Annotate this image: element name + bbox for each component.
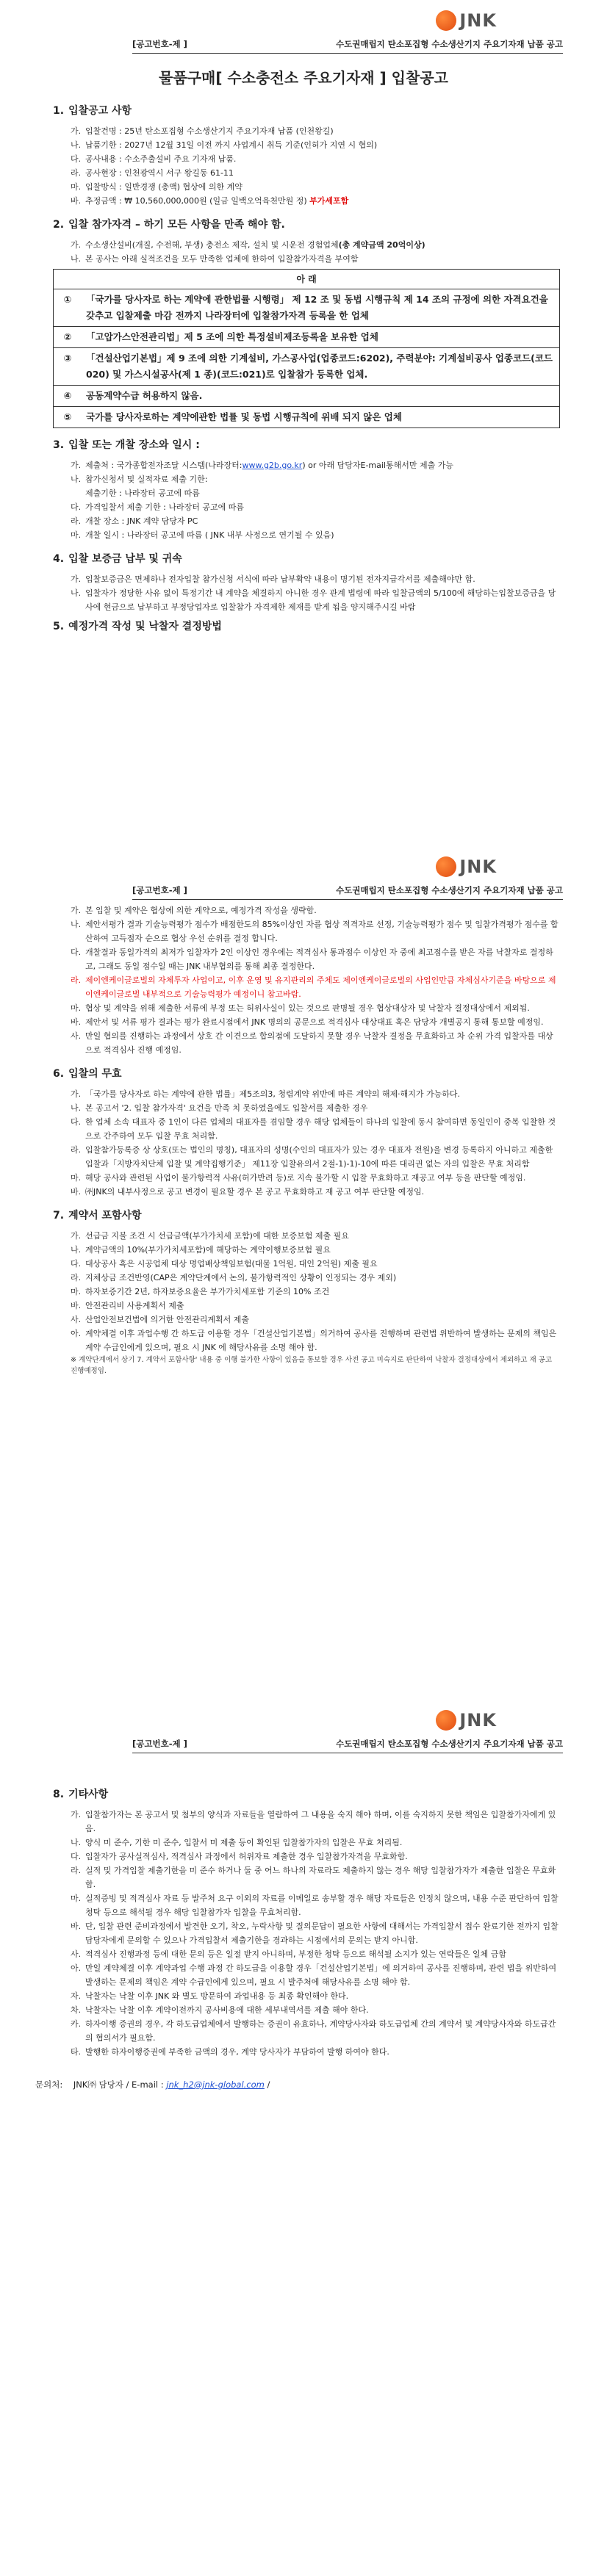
list-text: 만일 계약체결 이후 계약과업 수행 과정 간 하도급을 이용할 경우「건설산업기본법」에 의거하여 공사를 진행하며, 관련 법을 위반하여 발생하는 문제의 책임은 계약 수급인에게 있으며, 필요 시 발주처에 해당사유를 소명 해야 함. bbox=[85, 1963, 557, 1987]
list-text: 본 입찰 및 계약은 협상에 의한 계약으로, 예정가격 작성을 생략함. bbox=[85, 906, 317, 915]
list-item bbox=[53, 152, 560, 166]
content-p2 bbox=[53, 903, 560, 1377]
row-text: 공동계약수급 허용하지 않음. bbox=[82, 386, 560, 407]
section-8-title: 8. 기타사항 bbox=[53, 1789, 109, 1800]
list-item: 가. 제출처 : 국가종합전자조달 시스템(나라장터:www.g2b.go.kr) or 아래 담당자E-mail통해서만 제출 가능 bbox=[71, 461, 453, 470]
list-item: 나. 본 공사는 아래 실적조건을 모두 만족한 업체에 한하여 입찰참가자격을 부여함 bbox=[71, 254, 359, 264]
section-6-list bbox=[53, 1087, 560, 1199]
list-item bbox=[53, 124, 560, 138]
section-8-list bbox=[53, 1808, 560, 2059]
qualification-table bbox=[53, 269, 560, 428]
list-text: 적격심사 진행과정 등에 대한 문의 등은 일절 받지 아니하며, 부정한 청탁 등으로 해석될 소지가 있는 연락들은 일체 금함 bbox=[85, 1949, 506, 1959]
list-marker: 다. bbox=[71, 1852, 82, 1861]
list-text: 단, 입찰 관련 준비과정에서 발견한 오기, 착오, 누락사항 및 질의문답이 필요한 사항에 대해서는 가격입찰서 접수 완료기한 전까지 입찰 담당자에게 문의할 수 있으나 가격입찰서 제출기한을 경과하는 시점에서의 문의는 받지 아니함. bbox=[85, 1922, 558, 1945]
list-marker: 다. bbox=[71, 154, 82, 164]
list-item: 라. 제이엔케이글로벌의 자체투자 사업이고, 이후 운영 및 유지관리의 주체도 제이엔케이글로벌의 사업인만큼 자체심사기준을 바탕으로 제이엔케이글로벌 내부적으로 기술능력평가 예정이니 참고바람. bbox=[53, 973, 560, 1001]
list-marker: 나. bbox=[71, 1245, 82, 1255]
list-item bbox=[53, 1087, 560, 1101]
list-text: 개찰결과 동일가격의 최저가 입찰자가 2인 이상인 경우에는 적격심사 통과점수 이상인 자 중에 최고점수를 받은 자를 낙찰자로 결정하고, 그래도 동일 점수일 때는 JNK 내부협의를 통해 최종 결정한다. bbox=[85, 948, 553, 971]
list-marker: 가. bbox=[71, 1231, 82, 1241]
row-text: 「국가를 당사자로 하는 계약에 관한법률 시행령」 제 12 조 및 동법 시행규칙 제 14 조의 규정에 의한 자격요건을 갖추고 입찰제출 마감 전까지 나라장터에 입찰참가자격 등록을 한 업체 bbox=[82, 289, 560, 327]
list-marker: 마. bbox=[71, 1287, 82, 1296]
list-marker: 타. bbox=[71, 2047, 82, 2057]
list-text: 개찰 일시 : 나라장터 공고에 따름 ( JNK 내부 사정으로 연기될 수 있음) bbox=[85, 530, 334, 540]
list-text: 계약금액의 10%(부가가치세포함)에 해당하는 계약이행보증보험 필요 bbox=[85, 1245, 331, 1255]
list-marker: 마. bbox=[71, 1003, 82, 1013]
list-marker: 다. bbox=[71, 1259, 82, 1269]
list-marker: 차. bbox=[71, 2005, 82, 2015]
notice-number: [공고번호-제 ] bbox=[132, 885, 187, 895]
list-marker: 나. bbox=[71, 140, 82, 150]
list-text: 입찰보증금은 면제하나 전자입찰 참가신청 서식에 따라 납부확약 내용이 명기된 전자지급각서를 제출해야만 함. bbox=[85, 574, 475, 584]
list-marker: 나. bbox=[71, 588, 82, 598]
list-text: 선급금 지불 조건 시 선급금액(부가가치세 포함)에 대한 보증보험 제출 필요 bbox=[85, 1231, 349, 1241]
list-text: 입찰자가 정당한 사유 없이 특정기간 내 계약을 체결하지 아니한 경우 관계 법령에 따라 입찰금액의 5/100에 해당하는입찰보증금을 당사에 현금으로 납부하고 부정당업자로 입찰참가 자격제한 제재를 받게 됨을 양지해주시길 바람 bbox=[85, 588, 556, 612]
list-text: 본 공고서 '2. 입찰 참가자격' 요건을 만족 치 못하였을에도 입찰서를 제출한 경우 bbox=[85, 1103, 368, 1113]
list-text: 하자보증기간 2년, 하자보증요율은 부가가치세포함 기준의 10% 조건 bbox=[85, 1287, 330, 1296]
list-text: 입찰자가 공사실적심사, 적격심사 과정에서 허위자료 제출한 경우 입찰참가자격을 무효화함. bbox=[85, 1852, 408, 1861]
list-text: 발행한 하자이행증권에 부족한 금액의 경우, 계약 당사자가 부담하여 발행 하여야 한다. bbox=[85, 2047, 389, 2057]
contact-label: 문의처: bbox=[35, 2079, 63, 2090]
list-item bbox=[53, 1299, 560, 1313]
list-text: 양식 미 준수, 기한 미 준수, 입찰서 미 제출 등이 확인된 입찰참가자의 입찰은 무효 처리됨. bbox=[85, 1838, 403, 1847]
list-marker: 나. bbox=[71, 1838, 82, 1847]
list-marker: 가. bbox=[71, 1089, 82, 1099]
g2b-link[interactable]: www.g2b.go.kr bbox=[242, 461, 303, 470]
list-item bbox=[53, 1029, 560, 1057]
table-row bbox=[54, 348, 560, 386]
list-marker: 바. bbox=[71, 1017, 82, 1027]
list-item bbox=[53, 1185, 560, 1199]
header-org: 수도권매립지 탄소포집형 수소생산기지 주요기자재 납품 공고 bbox=[336, 39, 563, 49]
table-row bbox=[54, 289, 560, 327]
jnk-logo: JNK bbox=[436, 856, 497, 877]
row-number: ③ bbox=[54, 348, 82, 386]
list-text: 제안서 및 서류 평가 결과는 평가 완료시점에서 JNK 명의의 공문으로 적격심사 대상대표 혹은 담당자 개별공지 통해 통보할 예정임. bbox=[85, 1017, 544, 1027]
list-item bbox=[53, 1891, 560, 1919]
list-item bbox=[53, 1243, 560, 1257]
self-investment-note: 제이엔케이글로벌의 자체투자 사업이고, 이후 운영 및 유지관리의 주체도 제이엔케이글로벌의 사업인만큼 자체심사기준을 바탕으로 제이엔케이글로벌 내부적으로 기술능력평가 예정이니 참고바람. bbox=[85, 975, 556, 999]
list-item bbox=[53, 1989, 560, 2003]
list-item bbox=[53, 1285, 560, 1299]
contact-person: JNK㈜ 담당자 / E-mail : bbox=[73, 2079, 164, 2090]
list-marker: 나. bbox=[71, 920, 82, 929]
section-5-list-2 bbox=[53, 1001, 560, 1057]
list-marker: 마. bbox=[71, 182, 82, 192]
list-text: 한 업체 소속 대표자 중 1인이 다른 업체의 대표자를 겸임할 경우 해당 업체들이 하나의 입찰에 동시 참여하면 동일인이 중복 입찰한 것으로 간주하여 모두 입찰 무효 처리함. bbox=[85, 1117, 556, 1141]
page-2 bbox=[0, 852, 607, 1704]
page-header bbox=[132, 884, 563, 900]
list-text: 실적 및 가격입찰 제출기한을 미 준수 하거나 둘 중 어느 하나의 자료라도 제출하지 않는 경우 해당 입찰참가자가 제출한 입찰은 무효화 함. bbox=[85, 1866, 556, 1889]
row-text: 「건설산업기본법」제 9 조에 의한 기계설비, 가스공사업(업종코드:6202), 주력분야: 기계설비공사 업종코드(코드 020) 및 가스시설공사(제 1 종)(코드:021)로 입찰참가 등록한 업체. bbox=[82, 348, 560, 386]
list-item bbox=[53, 1947, 560, 1961]
list-item bbox=[53, 180, 560, 194]
list-text: 공사내용 : 수소주출설비 주요 기자재 납품. bbox=[85, 154, 237, 164]
list-marker: 자. bbox=[71, 1991, 82, 2001]
section-1-title: 1. 입찰공고 사항 bbox=[53, 105, 132, 117]
contact-email-link[interactable]: jnk_h2@jnk-global.com bbox=[166, 2079, 265, 2090]
table-row bbox=[54, 327, 560, 348]
content-p3 bbox=[53, 1778, 560, 2059]
list-item bbox=[53, 1271, 560, 1285]
section-7-list bbox=[53, 1229, 560, 1354]
row-text: 국가를 당사자로하는 계약에관한 법률 및 동법 시행규칙에 위배 되지 않은 업체 bbox=[82, 407, 560, 428]
list-text: 만일 협의를 진행하는 과정에서 상호 간 이견으로 합의점에 도달하지 못할 경우 낙찰자 결정을 무효화하고 차 순위 가격 입찰자를 대상으로 적격심사 진행 예정임. bbox=[85, 1031, 553, 1055]
list-marker: 다. bbox=[71, 502, 82, 512]
list-marker: 바. bbox=[71, 1922, 82, 1931]
list-marker: 라. bbox=[71, 1273, 82, 1282]
list-marker: 마. bbox=[71, 1894, 82, 1903]
section-4-title: 4. 입찰 보증금 납부 및 귀속 bbox=[53, 553, 182, 565]
section-3-list bbox=[53, 472, 560, 542]
page-header bbox=[132, 1738, 563, 1753]
list-text: 실적증빙 및 적격심사 자료 등 발주처 요구 이외의 자료를 이메일로 송부할 경우 해당 자료들은 인정치 않으며, 내용 수준 판단하여 입찰 청탁 등으로 해석될 경우 해당 입찰참가자 입찰을 무효처리함. bbox=[85, 1894, 558, 1917]
list-marker: 가. bbox=[71, 1810, 82, 1819]
list-text: 입찰방식 : 일반경쟁 (총액) 협상에 의한 계약 bbox=[85, 182, 243, 192]
list-item bbox=[53, 1850, 560, 1864]
jnk-logo: JNK bbox=[436, 10, 497, 31]
list-marker: 마. bbox=[71, 1173, 82, 1183]
list-marker: 라. bbox=[71, 1866, 82, 1875]
list-item bbox=[53, 2017, 560, 2045]
list-item: 가. 수소생산설비(개질, 수전해, 부생) 충전소 제작, 설치 및 시운전 경험업체(총 계약금액 20억이상) bbox=[71, 240, 425, 250]
list-text: 해당 공사와 관련된 사업이 불가항력적 사유(허가반려 등)로 지속 불가할 시 입찰 무효화하고 재공고 여부 등을 판단할 예정임. bbox=[85, 1173, 526, 1183]
list-text: 계약체결 이후 과업수행 간 하도급 이용할 경우「건설산업기본법」의거하여 공사를 진행하며 관련법 위반하여 발생하는 문제의 책임은 계약 수급인에게 있으며, 필요 시 JNK 에 해당사유를 소명 해야 함. bbox=[85, 1329, 557, 1352]
list-marker: 카. bbox=[71, 2019, 82, 2029]
section-3-title: 3. 입찰 또는 개찰 장소와 일시 : bbox=[53, 439, 200, 451]
jnk-logo: JNK bbox=[436, 1710, 497, 1731]
list-marker: 가. bbox=[71, 126, 82, 136]
list-text: 대상공사 혹은 시공업체 대상 명업배상책임보험(대물 1억원, 대인 2억원) 제출 필요 bbox=[85, 1259, 378, 1269]
list-text: 안전관리비 사용계획서 제출 bbox=[85, 1301, 184, 1310]
row-text: 「고압가스안전관리법」제 5 조에 의한 특정설비제조등록을 보유한 업체 bbox=[82, 327, 560, 348]
list-text: 산업안전보건법에 의거한 안전관리계획서 제출 bbox=[85, 1315, 250, 1324]
list-marker: 나. bbox=[71, 1103, 82, 1113]
list-text: 낙찰자는 낙찰 이후 계약이전까지 공사비용에 대한 세부내역서를 제출 해야 한다. bbox=[85, 2005, 369, 2015]
page-title: 물품구매[ 수소충전소 주요기자재 ] 입찰공고 bbox=[159, 69, 448, 87]
content-p1 bbox=[53, 94, 560, 640]
list-item bbox=[53, 917, 560, 945]
list-marker: 가. bbox=[71, 574, 82, 584]
table-header: 아 래 bbox=[54, 270, 560, 289]
list-item bbox=[53, 528, 560, 542]
list-item bbox=[53, 500, 560, 514]
list-text: 개찰 장소 : JNK 계약 담당자 PC bbox=[85, 516, 198, 526]
list-text: 입찰건명 : 25년 탄소포집형 수소생산기지 주요기자재 납품 (인천왕길) bbox=[85, 126, 334, 136]
list-item bbox=[53, 166, 560, 180]
list-item bbox=[53, 1171, 560, 1185]
table-row bbox=[54, 407, 560, 428]
jnk-logo-icon bbox=[436, 10, 456, 31]
list-item bbox=[53, 472, 560, 486]
page-header bbox=[132, 38, 563, 54]
list-marker: 사. bbox=[71, 1949, 82, 1959]
list-text: 하자이행 증권의 경우, 각 하도급업체에서 발행하는 증권이 유효하나, 계약당사자와 하도급업체 간의 계약서 및 계약당사자와 하도급간의 협의서가 필요함. bbox=[85, 2019, 556, 2043]
list-marker: 아. bbox=[71, 1329, 82, 1338]
jnk-logo-icon bbox=[436, 1710, 456, 1731]
list-item bbox=[53, 486, 560, 500]
contact-footer: 문의처: JNK㈜ 담당자 / E-mail : jnk_h2@jnk-global.com / bbox=[35, 2079, 270, 2090]
list-marker: 다. bbox=[71, 948, 82, 957]
contract-note: ※ 계약단계에서 상기 7. 계약서 포함사항' 내용 중 이행 불가한 사항이 있음을 통보할 경우 사전 공고 미숙지로 판단하여 낙찰자 결정대상에서 제외하고 재 공고 진행예정임. bbox=[71, 1356, 553, 1375]
header-org: 수도권매립지 탄소포집형 수소생산기지 주요기자재 납품 공고 bbox=[336, 1739, 563, 1749]
page-1 bbox=[0, 0, 607, 852]
header-org: 수도권매립지 탄소포집형 수소생산기지 주요기자재 납품 공고 bbox=[336, 885, 563, 895]
list-item bbox=[53, 1229, 560, 1243]
list-text: 참가신청서 및 실적자료 제출 기한: bbox=[85, 475, 208, 484]
section-1-list bbox=[53, 124, 560, 194]
list-text: 협상 및 계약을 위해 제출한 서류에 부정 또는 허위사실이 있는 것으로 판명될 경우 협상대상자 및 낙찰자 결정대상에서 제외됨. bbox=[85, 1003, 530, 1013]
list-marker: 다. bbox=[71, 1117, 82, 1127]
list-item bbox=[53, 2003, 560, 2017]
list-marker bbox=[71, 486, 85, 500]
list-item bbox=[53, 1313, 560, 1327]
list-marker: 라. bbox=[71, 168, 82, 178]
list-item bbox=[53, 1143, 560, 1171]
list-item bbox=[53, 1257, 560, 1271]
list-marker: 바. bbox=[71, 1301, 82, 1310]
list-item bbox=[53, 945, 560, 973]
list-item bbox=[53, 572, 560, 586]
list-item bbox=[53, 1001, 560, 1015]
list-text: 지체상금 조건반영(CAP은 계약단계에서 논의, 불가항력적인 상황이 인정되는 경우 제외) bbox=[85, 1273, 397, 1282]
list-marker: 라. bbox=[71, 516, 82, 526]
list-text: 「국가를 당사자로 하는 계약에 관한 법률」제5조의3, 청렴계약 위반에 따른 계약의 해제·해지가 가능하다. bbox=[85, 1089, 460, 1099]
list-item bbox=[53, 1327, 560, 1354]
list-item bbox=[53, 1961, 560, 1989]
list-item bbox=[53, 1864, 560, 1891]
list-text: 공사현장 : 인천광역시 서구 왕길동 61-11 bbox=[85, 168, 234, 178]
list-item bbox=[53, 1836, 560, 1850]
section-5-list bbox=[53, 903, 560, 973]
list-item bbox=[53, 903, 560, 917]
page-3 bbox=[0, 1704, 607, 2576]
list-marker: 가. bbox=[71, 906, 82, 915]
list-marker: 사. bbox=[71, 1031, 82, 1041]
section-6-title: 6. 입찰의 무효 bbox=[53, 1068, 122, 1080]
list-text: 낙찰자는 낙찰 이후 JNK 와 별도 방문하여 과업내용 등 최종 확인해야 한다. bbox=[85, 1991, 349, 2001]
list-marker: 사. bbox=[71, 1315, 82, 1324]
jnk-logo-icon bbox=[436, 856, 456, 877]
row-number: ④ bbox=[54, 386, 82, 407]
list-item bbox=[53, 1808, 560, 1836]
table-row bbox=[54, 386, 560, 407]
row-number: ⑤ bbox=[54, 407, 82, 428]
list-text: 납품기한 : 2027년 12월 31일 이전 까지 사업계시 취득 기준(인허가 지연 시 협의) bbox=[85, 140, 378, 150]
list-text: 제출기한 : 나라장터 공고에 따름 bbox=[85, 488, 200, 498]
section-5-title: 5. 예정가격 작성 및 낙찰자 결정방법 bbox=[53, 621, 222, 632]
list-item bbox=[53, 1115, 560, 1143]
list-item bbox=[53, 1101, 560, 1115]
row-number: ② bbox=[54, 327, 82, 348]
notice-number: [공고번호-제 ] bbox=[132, 1739, 187, 1749]
list-marker: 바. bbox=[71, 1187, 82, 1197]
vat-included-note: 부가세포함 bbox=[309, 196, 349, 206]
list-text: ㈜JNK의 내부사정으로 공고 변경이 필요할 경우 본 공고 무효화하고 재 공고 여부 판단할 예정임. bbox=[85, 1187, 425, 1197]
list-item bbox=[53, 514, 560, 528]
notice-number: [공고번호-제 ] bbox=[132, 39, 187, 49]
list-text: 입찰참가자는 본 공고서 및 첨부의 양식과 자료들을 열람하여 그 내용을 숙지 해야 하며, 이를 숙지하지 못한 책임은 입찰참가자에게 있음. bbox=[85, 1810, 556, 1833]
list-marker: 아. bbox=[71, 1963, 82, 1973]
list-text: 가격입찰서 제출 기한 : 나라장터 공고에 따름 bbox=[85, 502, 244, 512]
list-item bbox=[53, 2045, 560, 2059]
list-text: 입찰참가등록증 상 상호(또는 법인의 명칭), 대표자의 성명(수인의 대표자가 있는 경우 대표자 전원)을 변경 등록하지 아니하고 제출한 입찰과「지방자치단체 입찰 및 계약집행기준」 제11장 입찰유의서 2절-1)-1)-10에 따른 대리권 없는 자의 입찰은 무효 처리함 bbox=[85, 1145, 553, 1169]
section-4-list bbox=[53, 572, 560, 614]
list-marker: 나. bbox=[71, 475, 82, 484]
list-marker: 마. bbox=[71, 530, 82, 540]
list-marker: 라. bbox=[71, 1145, 82, 1155]
row-number: ① bbox=[54, 289, 82, 327]
list-text: 제안서평가 결과 기술능력평가 점수가 배점한도의 85%이상인 자를 협상 적격자로 선정, 기술능력평가 점수 및 입찰가격평가 점수를 합산하여 고득점자 순으로 협상 우선 순위를 결정 합니다. bbox=[85, 920, 558, 943]
list-item bbox=[53, 1919, 560, 1947]
section-7-title: 7. 계약서 포함사항 bbox=[53, 1210, 142, 1222]
list-item: 바. 추정금액 : ₩ 10,560,000,000원 (일금 일백오억육천만원 정) 부가세포함 bbox=[71, 196, 349, 206]
list-item bbox=[53, 586, 560, 614]
list-item bbox=[53, 1015, 560, 1029]
section-2-title: 2. 입찰 참가자격 – 하기 모든 사항을 만족 해야 함. bbox=[53, 219, 285, 231]
list-item bbox=[53, 138, 560, 152]
